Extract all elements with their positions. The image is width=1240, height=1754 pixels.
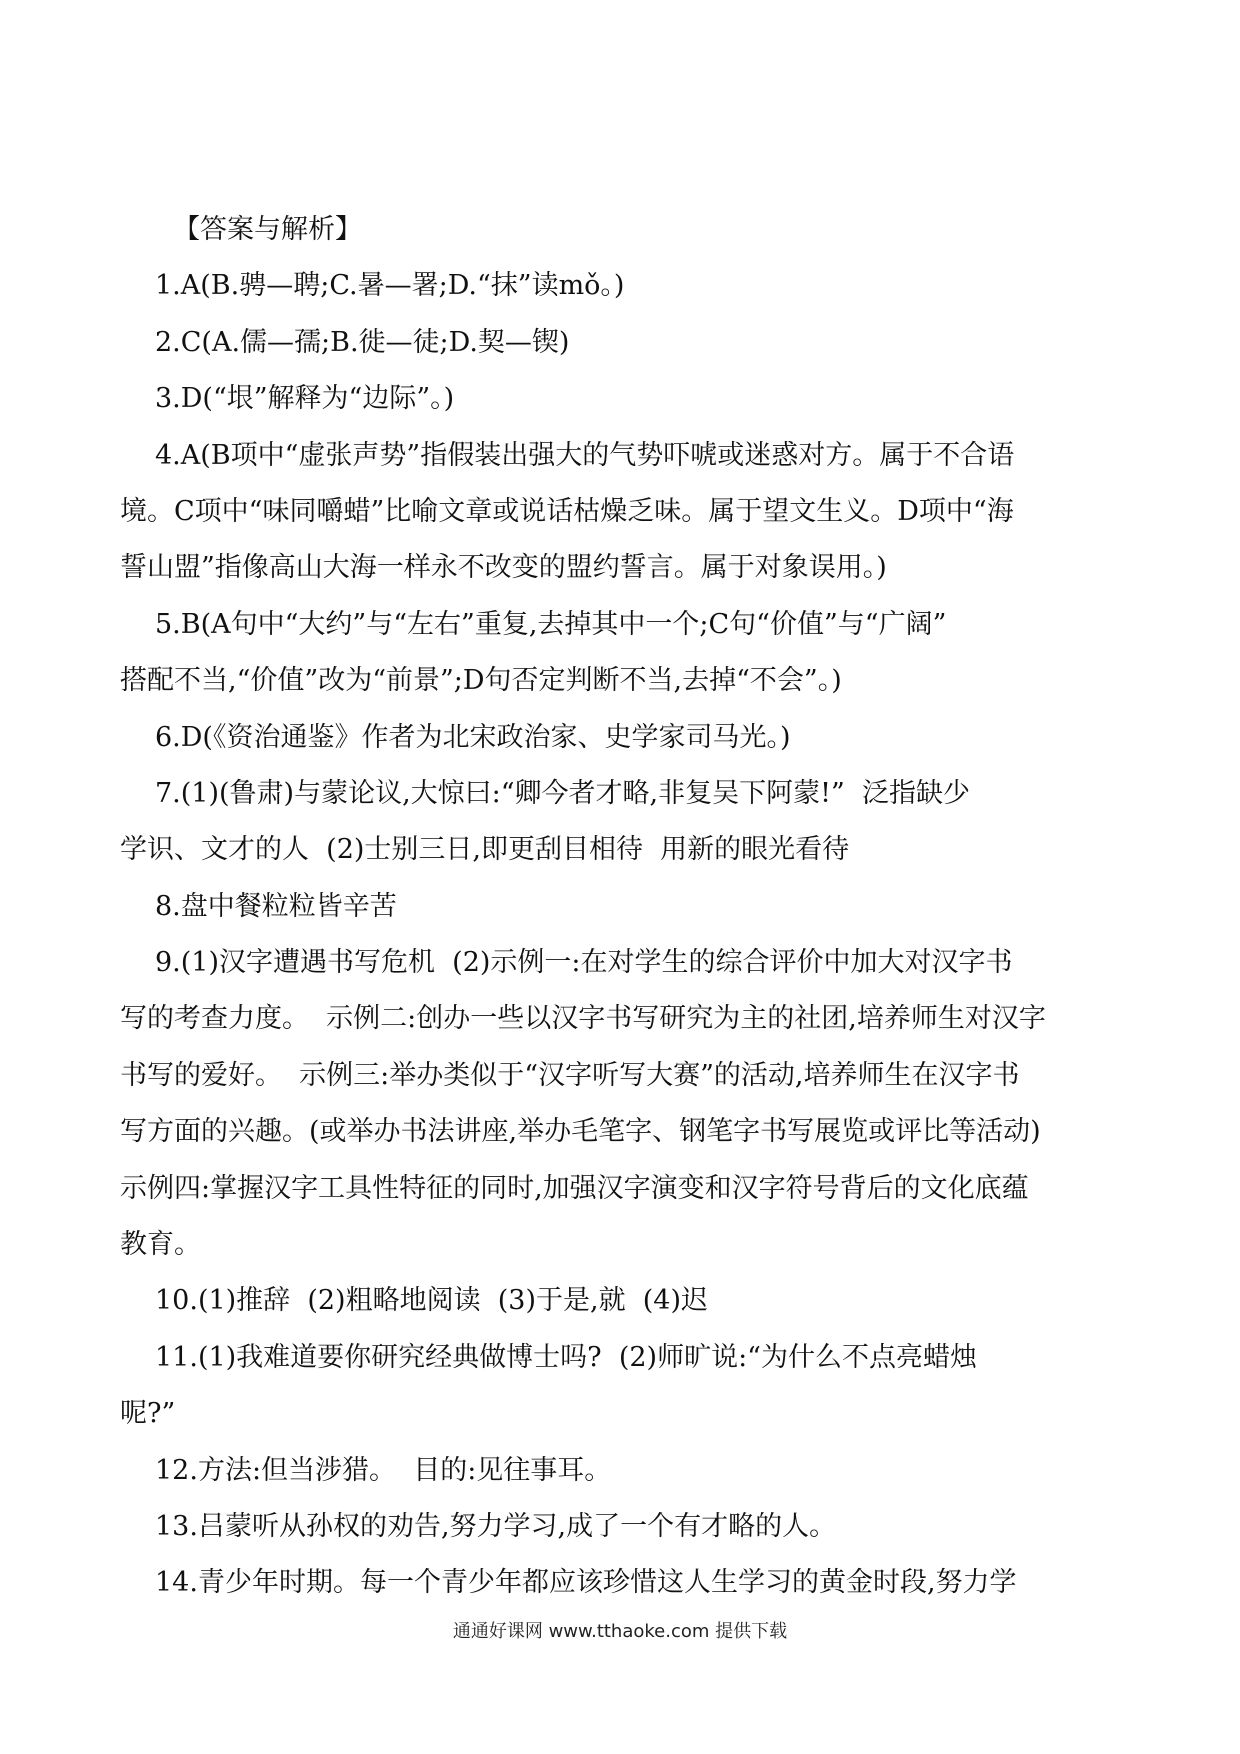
answer-line: 境。C项中“味同嚼蜡”比喻文章或说话枯燥乏味。属于望文生义。D项中“海 xyxy=(120,495,1014,527)
answer-line: 8.盘中餐粒粒皆辛苦 xyxy=(155,890,397,922)
answer-line: 1.A(B.骋—聘;C.暑—署;D.“抹”读mǒ。) xyxy=(155,270,625,302)
answer-line: 13.吕蒙听从孙权的劝告,努力学习,成了一个有才略的人。 xyxy=(155,1510,837,1542)
answer-line: 搭配不当,“价值”改为“前景”;D句否定判断不当,去掉“不会”。) xyxy=(120,665,842,697)
answer-line: 7.(1)(鲁肃)与蒙论议,大惊曰:“卿今者才略,非复吴下阿蒙!” 泛指缺少 xyxy=(155,777,970,809)
answer-line: 9.(1)汉字遭遇书写危机 (2)示例一:在对学生的综合评价中加大对汉字书 xyxy=(155,947,1013,979)
section-heading: 【答案与解析】 xyxy=(173,214,362,245)
answer-line: 呢?” xyxy=(120,1398,176,1430)
answer-line: 学识、文才的人 (2)士别三日,即更刮目相待 用新的眼光看待 xyxy=(120,834,850,866)
answer-line: 6.D(《资治通鉴》作者为北宋政治家、史学家司马光。) xyxy=(155,721,791,753)
answer-line: 4.A(B项中“虚张声势”指假装出强大的气势吓唬或迷惑对方。属于不合语 xyxy=(155,439,1015,471)
answer-line: 11.(1)我难道要你研究经典做博士吗? (2)师旷说:“为什么不点亮蜡烛 xyxy=(155,1341,977,1373)
answer-line: 写方面的兴趣。(或举办书法讲座,举办毛笔字、钢笔字书写展览或评比等活动) xyxy=(120,1116,1041,1148)
answer-line: 10.(1)推辞 (2)粗略地阅读 (3)于是,就 (4)迟 xyxy=(155,1285,708,1317)
answer-section xyxy=(120,202,1130,1612)
answer-line: 14.青少年时期。每一个青少年都应该珍惜这人生学习的黄金时段,努力学 xyxy=(155,1567,1017,1599)
answer-line: 誓山盟”指像高山大海一样永不改变的盟约誓言。属于对象误用。) xyxy=(120,552,887,584)
answer-line: 示例四:掌握汉字工具性特征的同时,加强汉字演变和汉字符号背后的文化底蕴 xyxy=(120,1172,1029,1204)
answer-line: 教育。 xyxy=(120,1229,201,1261)
answer-line: 书写的爱好。 示例三:举办类似于“汉字听写大赛”的活动,培养师生在汉字书 xyxy=(120,1059,1020,1091)
page-footer: 通通好课网 www.tthaoke.com 提供下载 xyxy=(452,1621,788,1642)
answer-line: 5.B(A句中“大约”与“左右”重复,去掉其中一个;C句“价值”与“广阔” xyxy=(155,608,947,640)
answer-line: 写的考查力度。 示例二:创办一些以汉字书写研究为主的社团,培养师生对汉字 xyxy=(120,1003,1046,1035)
answer-line: 3.D(“垠”解释为“边际”。) xyxy=(155,383,455,415)
answer-line: 12.方法:但当涉猎。 目的:见往事耳。 xyxy=(155,1454,612,1486)
answer-line: 2.C(A.儒—孺;B.徙—徒;D.契—锲) xyxy=(155,326,570,358)
